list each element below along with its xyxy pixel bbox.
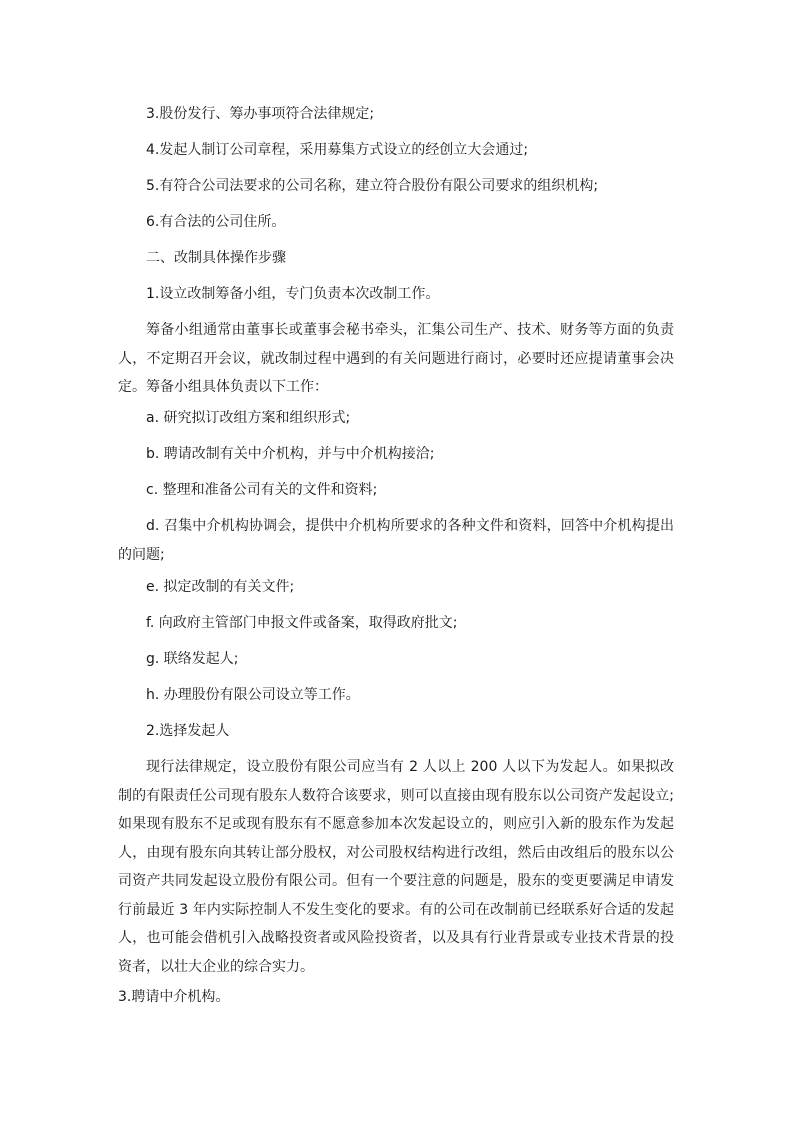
founders-paragraph: 现行法律规定，设立股份有限公司应当有 2 人以上 200 人以下为发起人。如果拟改制的有限责任公司现有股东人数符合该要求，则可以直接由现有股东以公司资产发起设立;如果现有股东不足或现有股东有不愿意参加本次发起设立的，则应引入新的股东作为发起人，由现有股东向其转让部分股权，对公司股权结构进行改组，然后由改组后的股东以公司资产共同发起设立股份有限公司。但有一个要注意的问题是，股东的变更要满足申请发行前最近 3 年内实际控制人不发生变化的要求。有的公司在改制前已经联系好合适的发起人，也可能会借机引入战略投资者或风险投资者，以及具有行业背景或专业技术背景的投资者，以壮大企业的综合实力。	[118, 759, 674, 975]
requirement-item-3: 3.股份发行、筹办事项符合法律规定;	[146, 106, 375, 122]
section-heading: 二、改制具体操作步骤	[146, 250, 286, 266]
step-1-heading: 1.设立改制筹备小组，专门负责本次改制工作。	[146, 286, 440, 302]
task-g: g. 联络发起人;	[146, 651, 239, 667]
preparation-group-paragraph: 筹备小组通常由董事长或董事会秘书牵头，汇集公司生产、技术、财务等方面的负责人，不定期召开会议，就改制过程中遇到的有关问题进行商讨，必要时还应提请董事会决定。筹备小组具体负责以下工作：	[118, 322, 674, 395]
task-b: b. 聘请改制有关中介机构，并与中介机构接洽;	[146, 446, 435, 462]
task-e: e. 拟定改制的有关文件;	[146, 579, 295, 595]
task-h: h. 办理股份有限公司设立等工作。	[146, 687, 360, 703]
task-d: d. 召集中介机构协调会，提供中介机构所要求的各种文件和资料，回答中介机构提出的问题;	[118, 518, 674, 563]
task-f: f. 向政府主管部门申报文件或备案，取得政府批文;	[146, 615, 458, 631]
step-3-heading: 3.聘请中介机构。	[118, 989, 230, 1005]
task-a: a. 研究拟订改组方案和组织形式;	[146, 410, 351, 426]
requirement-item-4: 4.发起人制订公司章程，采用募集方式设立的经创立大会通过;	[146, 142, 529, 158]
step-2-heading: 2.选择发起人	[146, 723, 230, 739]
requirement-item-5: 5.有符合公司法要求的公司名称，建立符合股份有限公司要求的组织机构;	[146, 178, 599, 194]
task-c: c. 整理和准备公司有关的文件和资料;	[146, 482, 378, 498]
requirement-item-6: 6.有合法的公司住所。	[146, 214, 286, 230]
